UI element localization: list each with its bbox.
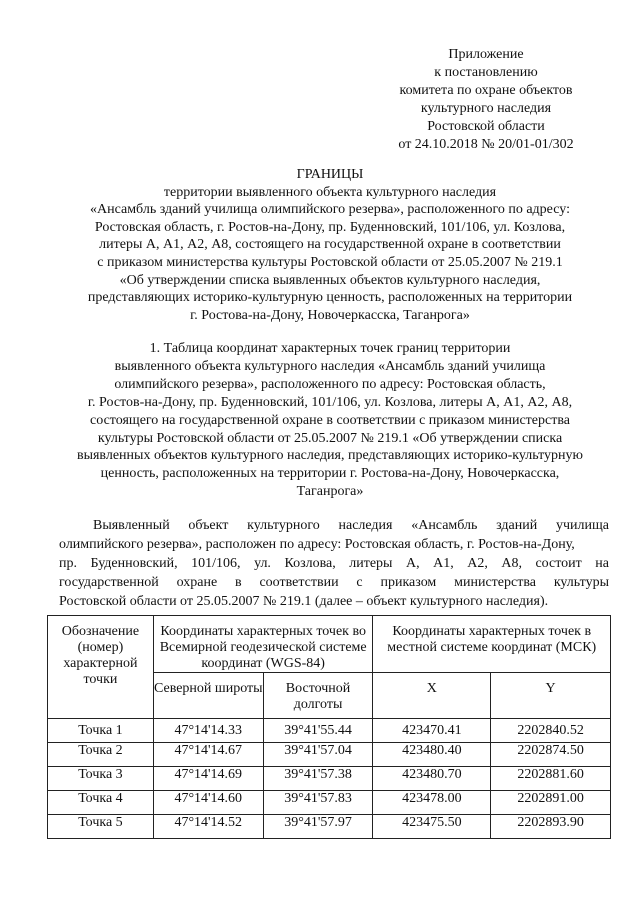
cell-east: 39°41'55.44 <box>263 719 373 743</box>
intro-paragraph <box>59 516 609 611</box>
intro-word: с <box>356 575 363 590</box>
cell-x: 423470.41 <box>373 719 491 743</box>
intro-word: литеры <box>349 556 393 571</box>
table-row <box>48 767 611 791</box>
cell-east: 39°41'57.97 <box>263 815 373 839</box>
intro-word: приказом <box>380 575 437 590</box>
title-line: литеры А, А1, А2, А8, состоящего на государственной охране в соответствии <box>99 237 561 253</box>
intro-word: на <box>595 556 609 571</box>
cell-east: 39°41'57.38 <box>263 767 373 791</box>
intro-word: министерства <box>454 575 536 590</box>
intro-word: соответствии <box>259 575 339 590</box>
title-line: Ростовская область, г. Ростов-на-Дону, пр. Буденновский, 101/106, ул. Козлова, <box>94 219 566 235</box>
section-line: олимпийского резерва», расположенного по адресу: Ростовская область, <box>114 376 546 392</box>
cell-y: 2202893.90 <box>491 815 611 839</box>
section-line: 1. Таблица координат характерных точек границ территории <box>149 341 511 356</box>
section-line: г. Ростов-на-Дону, пр. Буденновский, 101/106, ул. Козлова, литеры А, А1, А2, А8, <box>87 394 573 410</box>
coordinates-table-body <box>48 719 611 839</box>
intro-word: наследия <box>338 518 393 533</box>
appendix-line: Приложение <box>448 47 524 62</box>
appendix-line: к постановлению <box>434 65 538 80</box>
intro-line <box>59 573 609 592</box>
section-line: состоящего на государственной охране в соответствии с приказом министерства <box>90 412 570 428</box>
title-heading: ГРАНИЦЫ <box>296 167 364 182</box>
appendix-line: Ростовской области <box>427 119 545 134</box>
title-line: с приказом министерства культуры Ростовской области от 25.05.2007 № 219.1 <box>97 254 563 270</box>
header-wgs: Координаты характерных точек во Всемирной геодезической системе координат (WGS-84) <box>153 616 373 673</box>
cell-x: 423475.50 <box>373 815 491 839</box>
cell-point: Точка 3 <box>48 767 154 791</box>
header-x: X <box>373 673 491 719</box>
cell-north: 47°14'14.33 <box>153 719 263 743</box>
table-row <box>48 719 611 743</box>
cell-point: Точка 2 <box>48 743 154 767</box>
cell-north: 47°14'14.60 <box>153 791 263 815</box>
intro-word: объект <box>188 518 229 533</box>
intro-line <box>59 535 609 554</box>
cell-east: 39°41'57.83 <box>263 791 373 815</box>
cell-x: 423480.40 <box>373 743 491 767</box>
intro-word: государственной <box>59 575 159 590</box>
intro-word: 101/106, <box>191 556 241 571</box>
appendix-line: комитета по охране объектов <box>399 83 573 98</box>
intro-word: Буденновский, <box>90 556 178 571</box>
cell-y: 2202881.60 <box>491 767 611 791</box>
intro-word: состоит <box>535 556 582 571</box>
section-line: выявленного объекта культурного наследия «Ансамбль зданий училища <box>114 358 546 374</box>
table-row <box>48 791 611 815</box>
header-north: Северной широты <box>153 673 263 719</box>
section-line: Таганрога» <box>296 484 364 500</box>
intro-line <box>59 592 609 611</box>
intro-word: олимпийского резерва», расположен по адресу: Ростовская область, г. Ростов-на-Дону, <box>59 537 575 552</box>
intro-word: «Ансамбль <box>411 518 478 533</box>
intro-word: культуры <box>553 575 609 590</box>
title-line: г. Ростова-на-Дону, Новочеркасска, Таганрога» <box>190 307 470 323</box>
header-designation: Обозначение (номер) характерной точки <box>48 616 154 719</box>
intro-word: пр. <box>59 556 77 571</box>
appendix-line: от 24.10.2018 № 20/01-01/302 <box>398 137 574 152</box>
intro-word: А2, <box>467 556 488 571</box>
cell-x: 423478.00 <box>373 791 491 815</box>
intro-word: охране <box>176 575 218 590</box>
intro-word: культурного <box>247 518 320 533</box>
intro-word: Ростовской области от 25.05.2007 № 219.1 (далее – объект культурного наследия). <box>59 594 549 609</box>
section-line: ценность, расположенных на территории г. Ростова-на-Дону, Новочеркасска, <box>100 466 560 482</box>
cell-north: 47°14'14.52 <box>153 815 263 839</box>
intro-word: зданий <box>496 518 538 533</box>
appendix-line: культурного наследия <box>420 101 552 116</box>
table-row <box>48 815 611 839</box>
section-line: выявленных объектов культурного наследия, представляющих историко-культурную <box>76 448 584 464</box>
cell-east: 39°41'57.04 <box>263 743 373 767</box>
intro-word: А, <box>405 556 420 571</box>
intro-word: в <box>235 575 242 590</box>
cell-point: Точка 1 <box>48 719 154 743</box>
cell-y: 2202874.50 <box>491 743 611 767</box>
header-y: Y <box>491 673 611 719</box>
cell-point: Точка 4 <box>48 791 154 815</box>
intro-word: Козлова, <box>284 556 336 571</box>
intro-line <box>59 554 609 573</box>
intro-line <box>59 516 609 535</box>
intro-word: А1, <box>433 556 454 571</box>
appendix-block <box>380 46 592 154</box>
section-line: культуры Ростовской области от 25.05.2007 № 219.1 «Об утверждении списка <box>97 430 563 446</box>
title-line: «Об утверждении списка выявленных объектов культурного наследия, <box>119 272 541 288</box>
title-line: «Ансамбль зданий училища олимпийского резерва», расположенного по адресу: <box>90 202 570 218</box>
table-row <box>48 743 611 767</box>
intro-word: ул. <box>254 556 271 571</box>
title-line: представляющих историко-культурную ценность, расположенных на территории <box>87 290 573 306</box>
coordinates-table <box>47 615 611 839</box>
cell-north: 47°14'14.67 <box>153 743 263 767</box>
title-line: территории выявленного объекта культурного наследия <box>163 184 497 200</box>
header-msk: Координаты характерных точек в местной системе координат (МСК) <box>373 616 611 673</box>
cell-y: 2202891.00 <box>491 791 611 815</box>
header-east: Восточной долготы <box>263 673 373 719</box>
cell-point: Точка 5 <box>48 815 154 839</box>
intro-word: А8, <box>501 556 522 571</box>
document-title <box>40 166 620 324</box>
section-heading <box>40 340 620 501</box>
intro-word: училища <box>555 518 609 533</box>
cell-y: 2202840.52 <box>491 719 611 743</box>
cell-north: 47°14'14.69 <box>153 767 263 791</box>
intro-word: Выявленный <box>93 518 170 533</box>
cell-x: 423480.70 <box>373 767 491 791</box>
